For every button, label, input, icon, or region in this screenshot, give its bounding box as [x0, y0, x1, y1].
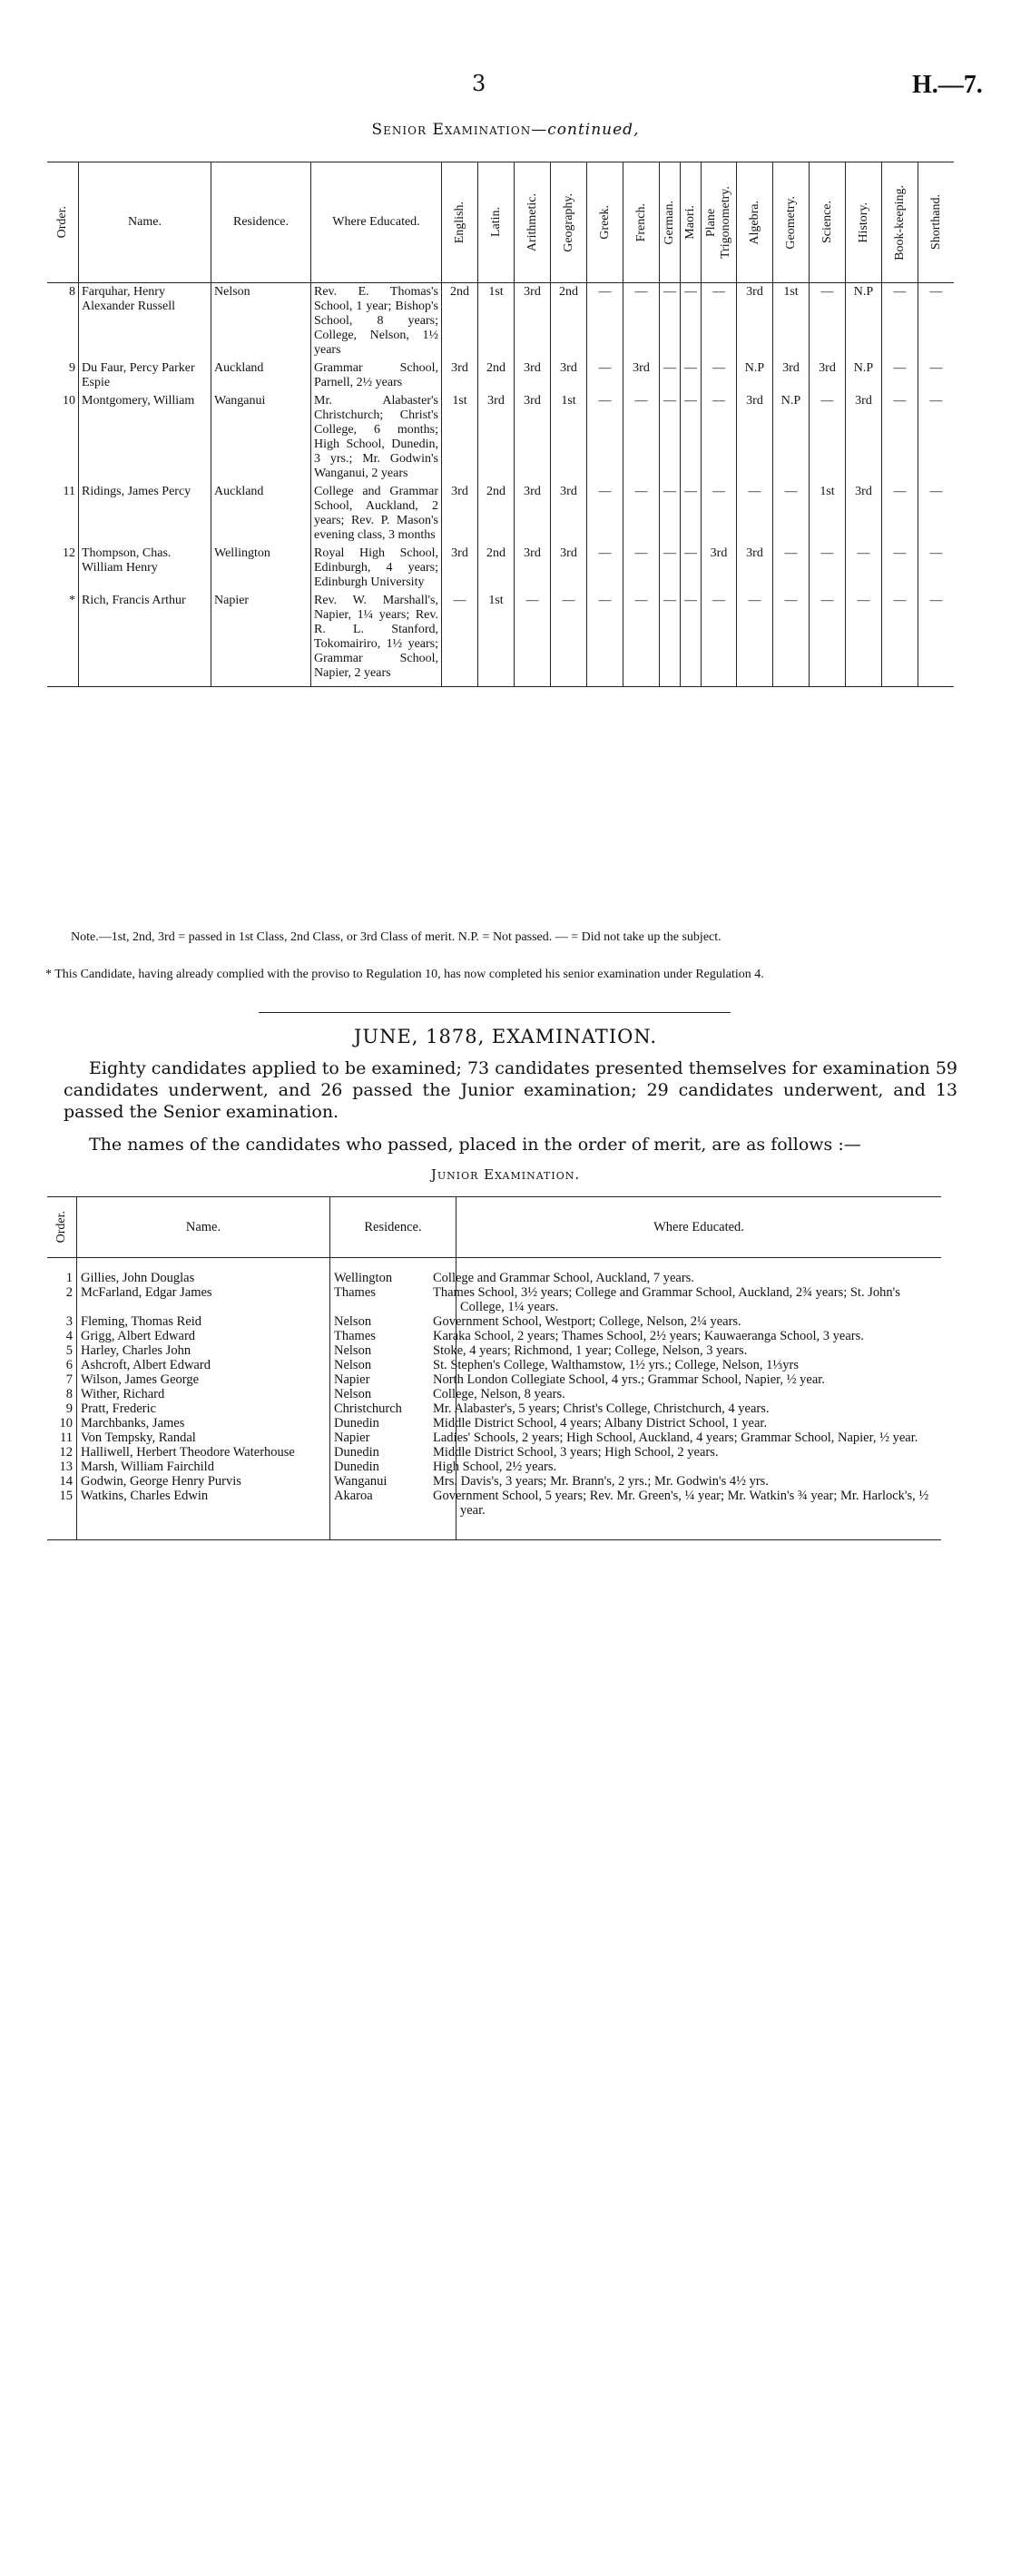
junior-table-row — [47, 1401, 941, 1416]
where-educated-cell: Rev. E. Thomas's School, 1 year; Bishop's School, 8 years; College, Nelson, 1½ years — [311, 283, 442, 360]
order-cell: 6 — [65, 1358, 73, 1372]
grade-cell: 1st — [442, 392, 478, 483]
name-cell: Wilson, James George — [77, 1372, 330, 1387]
junior-table-row — [47, 1271, 941, 1285]
order-cell: 11 — [63, 485, 75, 498]
name-cell: Thompson, Chas. William Henry — [79, 545, 211, 592]
senior-table-row — [47, 545, 954, 592]
senior-table-row — [47, 483, 954, 545]
grade-cell: 3rd — [442, 545, 478, 592]
junior-table-row — [47, 1372, 941, 1387]
grade-cell: 3rd — [551, 483, 587, 545]
order-cell: * — [47, 592, 79, 687]
grade-cell: — — [737, 483, 773, 545]
grade-cell: — — [623, 392, 660, 483]
grade-cell: — — [551, 592, 587, 687]
grade-cell: 3rd — [551, 359, 587, 392]
grade-cell: 3rd — [478, 392, 515, 483]
name-cell: Montgomery, William — [79, 392, 211, 483]
grade-cell: 3rd — [737, 545, 773, 592]
subject-header: History. — [846, 162, 882, 283]
subject-header: Science. — [810, 162, 846, 283]
grade-cell: — — [681, 392, 702, 483]
junior-table-row — [47, 1445, 941, 1460]
junior-examination-table — [47, 1196, 941, 1540]
grade-cell: 1st — [478, 592, 515, 687]
name-cell: Pratt, Frederic — [77, 1401, 330, 1416]
subject-header: French. — [623, 162, 660, 283]
name-cell: Marsh, William Fairchild — [77, 1460, 330, 1474]
note-legend: Note.—1st, 2nd, 3rd = passed in 1st Class, 2nd Class, or 3rd Class of merit. N.P. = Not passed. — = Did not take up the subject. — [71, 930, 721, 944]
spacer-row — [47, 1258, 941, 1272]
where-educated-cell: Middle District School, 3 years; High School, 2 years. — [456, 1445, 942, 1460]
grade-cell: — — [623, 545, 660, 592]
junior-examination-title: Junior Examination. — [430, 1166, 581, 1183]
order-cell: 14 — [59, 1474, 73, 1489]
residence-cell: Thames — [330, 1285, 456, 1314]
where-educated-column-header: Where Educated. — [311, 162, 442, 283]
grade-cell: — — [737, 592, 773, 687]
where-educated-cell: Government School, 5 years; Rev. Mr. Green's, ¼ year; Mr. Watkin's ¾ year; Mr. Harlock's, ½ year. — [456, 1489, 942, 1518]
grade-cell: 3rd — [515, 359, 551, 392]
senior-examination-table — [47, 162, 954, 687]
page-number: 3 — [472, 71, 486, 96]
residence-column-header: Residence. — [211, 162, 311, 283]
subject-header: English. — [442, 162, 478, 283]
grade-cell: — — [587, 483, 623, 545]
residence-column-header: Residence. — [330, 1197, 456, 1258]
residence-cell: Nelson — [211, 283, 311, 360]
grade-cell: 1st — [478, 283, 515, 360]
order-cell: 15 — [59, 1489, 73, 1503]
grade-cell: — — [882, 592, 918, 687]
junior-table-row — [47, 1460, 941, 1474]
grade-cell: — — [882, 359, 918, 392]
grade-cell: — — [882, 545, 918, 592]
grade-cell: — — [918, 283, 955, 360]
grade-cell: — — [810, 392, 846, 483]
grade-cell: — — [846, 592, 882, 687]
order-cell: 8 — [65, 1387, 73, 1401]
subject-header: Plane Trigonometry. — [702, 162, 737, 283]
order-cell: 4 — [65, 1329, 73, 1343]
name-cell: Grigg, Albert Edward — [77, 1329, 330, 1343]
order-cell: 3 — [65, 1314, 73, 1329]
where-educated-cell: Thames School, 3½ years; College and Grammar School, Auckland, 2¾ years; St. John's College, 1¼ years. — [456, 1285, 942, 1314]
where-educated-cell: Karaka School, 2 years; Thames School, 2½ years; Kauwaeranga School, 3 years. — [456, 1329, 942, 1343]
junior-table-row — [47, 1416, 941, 1431]
residence-cell: Auckland — [211, 483, 311, 545]
grade-cell: 3rd — [515, 545, 551, 592]
residence-cell: Christchurch — [330, 1401, 456, 1416]
residence-cell: Thames — [330, 1329, 456, 1343]
name-cell: Watkins, Charles Edwin — [77, 1489, 330, 1518]
residence-cell: Wellington — [211, 545, 311, 592]
senior-examination-title — [0, 121, 1011, 139]
grade-cell: — — [587, 592, 623, 687]
subject-header: Algebra. — [737, 162, 773, 283]
section-divider — [259, 1012, 731, 1013]
senior-table-body — [47, 283, 954, 687]
grade-cell: 3rd — [623, 359, 660, 392]
grade-cell: 3rd — [515, 392, 551, 483]
grade-cell: — — [882, 483, 918, 545]
junior-table-row — [47, 1285, 941, 1314]
order-cell: 10 — [63, 394, 75, 408]
grade-cell: 1st — [773, 283, 810, 360]
senior-header-row — [47, 162, 954, 283]
grade-cell: — — [918, 545, 955, 592]
name-cell: Von Tempsky, Randal — [77, 1431, 330, 1445]
where-educated-cell: Stoke, 4 years; Richmond, 1 year; College, Nelson, 3 years. — [456, 1343, 942, 1358]
residence-cell: Nelson — [330, 1314, 456, 1329]
junior-header-row — [47, 1197, 941, 1258]
name-cell: Gillies, John Douglas — [77, 1271, 330, 1285]
grade-cell: 3rd — [515, 283, 551, 360]
where-educated-cell: Rev. W. Marshall's, Napier, 1¼ years; Rev. R. L. Stanford, Tokomairiro, 1½ years; Grammar School, Napier, 2 years — [311, 592, 442, 687]
junior-table-row — [47, 1358, 941, 1372]
grade-cell: N.P — [737, 359, 773, 392]
junior-table-row — [47, 1387, 941, 1401]
where-educated-cell: College and Grammar School, Auckland, 2 years; Rev. P. Mason's evening class, 3 months — [311, 483, 442, 545]
name-cell: McFarland, Edgar James — [77, 1285, 330, 1314]
name-cell: Halliwell, Herbert Theodore Waterhouse — [77, 1445, 330, 1460]
where-educated-cell: North London Collegiate School, 4 yrs.; Grammar School, Napier, ½ year. — [456, 1372, 942, 1387]
grade-cell: 1st — [551, 392, 587, 483]
grade-cell: 3rd — [810, 359, 846, 392]
grade-cell: — — [660, 545, 681, 592]
grade-cell: — — [918, 592, 955, 687]
grade-cell: — — [660, 283, 681, 360]
where-educated-cell: College, Nelson, 8 years. — [456, 1387, 942, 1401]
where-educated-cell: Middle District School, 4 years; Albany District School, 1 year. — [456, 1416, 942, 1431]
junior-table-body — [47, 1271, 941, 1518]
residence-cell: Wanganui — [330, 1474, 456, 1489]
where-educated-cell: Royal High School, Edinburgh, 4 years; Edinburgh University — [311, 545, 442, 592]
grade-cell: — — [702, 283, 737, 360]
subject-header: Geography. — [551, 162, 587, 283]
grade-cell: — — [623, 592, 660, 687]
grade-cell: N.P — [773, 392, 810, 483]
grade-cell: — — [918, 392, 955, 483]
order-cell: 11 — [60, 1431, 73, 1445]
grade-cell: — — [660, 359, 681, 392]
grade-cell: 1st — [810, 483, 846, 545]
junior-table-row — [47, 1489, 941, 1518]
grade-cell: — — [587, 392, 623, 483]
residence-cell: Nelson — [330, 1343, 456, 1358]
grade-cell: — — [681, 592, 702, 687]
grade-cell: — — [702, 592, 737, 687]
name-cell: Farquhar, Henry Alexander Russell — [79, 283, 211, 360]
order-cell: 9 — [69, 361, 75, 375]
residence-cell: Napier — [330, 1372, 456, 1387]
order-cell: 10 — [59, 1416, 73, 1431]
senior-table-row — [47, 592, 954, 687]
where-educated-cell: Mrs. Davis's, 3 years; Mr. Brann's, 2 yrs.; Mr. Godwin's 4½ yrs. — [456, 1474, 942, 1489]
order-column-header: Order. — [47, 1197, 77, 1258]
grade-cell: — — [882, 392, 918, 483]
order-cell: 1 — [65, 1271, 73, 1285]
senior-table-row — [47, 392, 954, 483]
where-educated-column-header: Where Educated. — [456, 1197, 942, 1258]
subject-header: Latin. — [478, 162, 515, 283]
grade-cell: 3rd — [737, 392, 773, 483]
residence-cell: Dunedin — [330, 1460, 456, 1474]
grade-cell: N.P — [846, 359, 882, 392]
name-cell: Rich, Francis Arthur — [79, 592, 211, 687]
where-educated-cell: Grammar School, Parnell, 2½ years — [311, 359, 442, 392]
grade-cell: 3rd — [737, 283, 773, 360]
subject-header: Book-keeping. — [882, 162, 918, 283]
grade-cell: 2nd — [442, 283, 478, 360]
subject-header: Shorthand. — [918, 162, 955, 283]
where-educated-cell: St. Stephen's College, Walthamstow, 1½ yrs.; College, Nelson, 1⅓yrs — [456, 1358, 942, 1372]
grade-cell: — — [442, 592, 478, 687]
note-asterisk: * This Candidate, having already complied with the proviso to Regulation 10, has now completed his senior examination under Regulation 4. — [45, 968, 764, 981]
name-cell: Wither, Richard — [77, 1387, 330, 1401]
grade-cell: — — [681, 545, 702, 592]
name-cell: Fleming, Thomas Reid — [77, 1314, 330, 1329]
junior-table-wrapper — [47, 1196, 941, 2576]
grade-cell: — — [702, 483, 737, 545]
where-educated-cell: Government School, Westport; College, Nelson, 2¼ years. — [456, 1314, 942, 1329]
grade-cell: — — [660, 592, 681, 687]
grade-cell: 3rd — [846, 483, 882, 545]
subject-header: Greek. — [587, 162, 623, 283]
junior-table-row — [47, 1329, 941, 1343]
grade-cell: 2nd — [478, 545, 515, 592]
grade-cell: 3rd — [442, 483, 478, 545]
name-cell: Godwin, George Henry Purvis — [77, 1474, 330, 1489]
order-cell: 13 — [59, 1460, 73, 1474]
grade-cell: 2nd — [478, 359, 515, 392]
where-educated-cell: High School, 2½ years. — [456, 1460, 942, 1474]
residence-cell: Dunedin — [330, 1445, 456, 1460]
where-educated-cell: Mr. Alabaster's Christchurch; Christ's College, 6 months; High School, Dunedin, 3 yrs.; Mr. Godwin's Wanganui, 2 years — [311, 392, 442, 483]
grade-cell: 3rd — [442, 359, 478, 392]
grade-cell: — — [681, 359, 702, 392]
name-cell: Du Faur, Percy Parker Espie — [79, 359, 211, 392]
grade-cell: — — [918, 359, 955, 392]
grade-cell: — — [623, 483, 660, 545]
residence-cell: Nelson — [330, 1387, 456, 1401]
where-educated-cell: Ladies' Schools, 2 years; High School, Auckland, 4 years; Grammar School, Napier, ½ year. — [456, 1431, 942, 1445]
senior-title-continued: continued, — [547, 121, 640, 139]
grade-cell: — — [810, 592, 846, 687]
name-cell: Harley, Charles John — [77, 1343, 330, 1358]
june-order-paragraph: The names of the candidates who passed, placed in the order of merit, are as follows :— — [89, 1135, 861, 1155]
grade-cell: 3rd — [846, 392, 882, 483]
name-cell: Ridings, James Percy — [79, 483, 211, 545]
grade-cell: 3rd — [551, 545, 587, 592]
subject-header: Arithmetic. — [515, 162, 551, 283]
senior-table-row — [47, 359, 954, 392]
name-cell: Marchbanks, James — [77, 1416, 330, 1431]
grade-cell: — — [810, 545, 846, 592]
residence-cell: Napier — [211, 592, 311, 687]
order-cell: 5 — [65, 1343, 73, 1358]
grade-cell: — — [846, 545, 882, 592]
grade-cell: — — [515, 592, 551, 687]
grade-cell: — — [587, 545, 623, 592]
june-summary-paragraph: Eighty candidates applied to be examined; 73 candidates presented themselves for examination 59 candidates underwent, and 26 passed the Junior examination; 29 candidates underwent, and 13 passed the Senior examination. — [64, 1058, 957, 1122]
grade-cell: — — [681, 283, 702, 360]
junior-table-row — [47, 1343, 941, 1358]
grade-cell: 3rd — [515, 483, 551, 545]
residence-cell: Napier — [330, 1431, 456, 1445]
grade-cell: — — [773, 545, 810, 592]
grade-cell: — — [660, 392, 681, 483]
grade-cell: — — [623, 283, 660, 360]
grade-cell: — — [587, 359, 623, 392]
subject-header: Maori. — [681, 162, 702, 283]
grade-cell: — — [702, 359, 737, 392]
senior-table-row — [47, 283, 954, 360]
order-cell: 9 — [65, 1401, 73, 1416]
order-cell: 12 — [63, 546, 75, 560]
end-row — [47, 1518, 941, 1540]
grade-cell: 3rd — [702, 545, 737, 592]
order-cell: 7 — [65, 1372, 73, 1387]
residence-cell: Dunedin — [330, 1416, 456, 1431]
subject-header: German. — [660, 162, 681, 283]
where-educated-cell: Mr. Alabaster's, 5 years; Christ's College, Christchurch, 4 years. — [456, 1401, 942, 1416]
grade-cell: N.P — [846, 283, 882, 360]
junior-table-row — [47, 1314, 941, 1329]
grade-cell: — — [587, 283, 623, 360]
order-column-header: Order. — [47, 162, 79, 283]
junior-table-row — [47, 1474, 941, 1489]
grade-cell: — — [773, 483, 810, 545]
grade-cell: — — [810, 283, 846, 360]
order-cell: 12 — [59, 1445, 73, 1460]
residence-cell: Wellington — [330, 1271, 456, 1285]
grade-cell: — — [702, 392, 737, 483]
residence-cell: Auckland — [211, 359, 311, 392]
residence-cell: Wanganui — [211, 392, 311, 483]
name-cell: Ashcroft, Albert Edward — [77, 1358, 330, 1372]
grade-cell: — — [773, 592, 810, 687]
grade-cell: — — [660, 483, 681, 545]
document-reference: H.—7. — [912, 71, 983, 99]
grade-cell: — — [882, 283, 918, 360]
grade-cell: 3rd — [773, 359, 810, 392]
name-column-header: Name. — [77, 1197, 330, 1258]
residence-cell: Akaroa — [330, 1489, 456, 1518]
subject-header: Geometry. — [773, 162, 810, 283]
residence-cell: Nelson — [330, 1358, 456, 1372]
grade-cell: 2nd — [551, 283, 587, 360]
grade-cell: 2nd — [478, 483, 515, 545]
june-examination-title: JUNE, 1878, EXAMINATION. — [353, 1026, 658, 1047]
grade-cell: — — [681, 483, 702, 545]
where-educated-cell: College and Grammar School, Auckland, 7 years. — [456, 1271, 942, 1285]
order-cell: 8 — [69, 285, 75, 299]
grade-cell: — — [918, 483, 955, 545]
junior-table-row — [47, 1431, 941, 1445]
name-column-header: Name. — [79, 162, 211, 283]
order-cell: 2 — [65, 1285, 73, 1300]
senior-title-main: Senior Examination— — [371, 121, 548, 139]
